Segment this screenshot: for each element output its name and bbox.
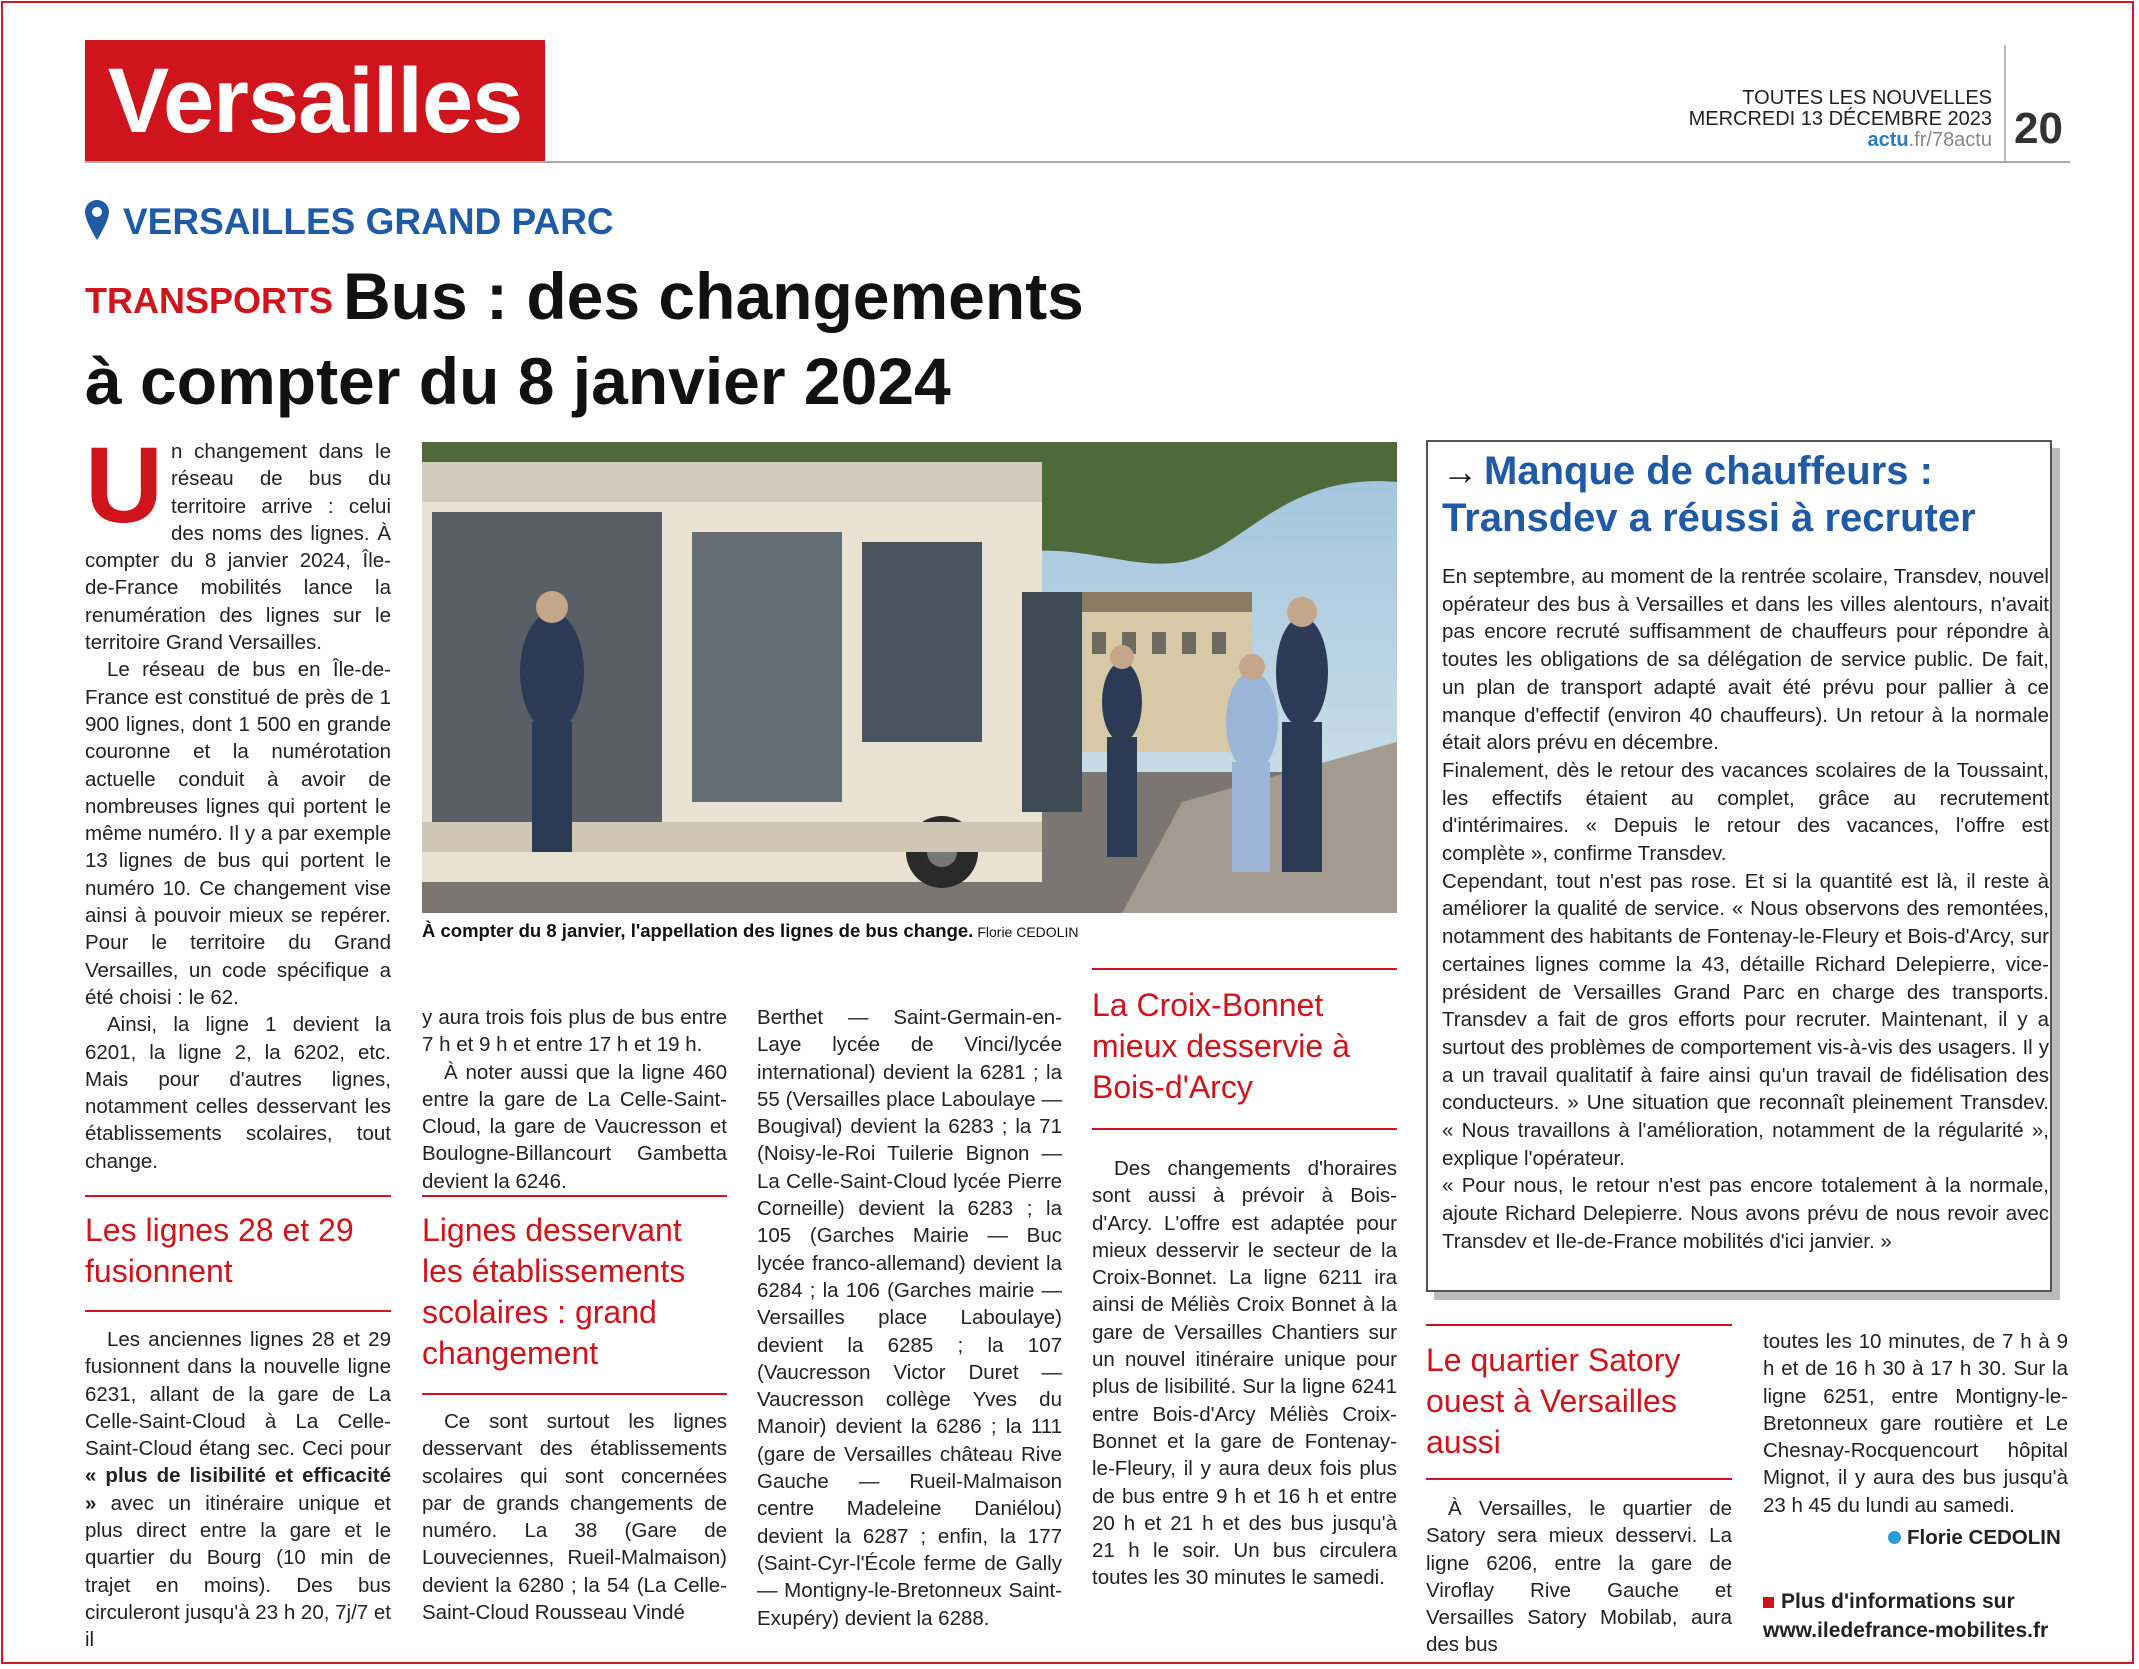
sidebar-title: → Manque de chauffeurs : Transdev a réussi à recruter <box>1442 449 1976 540</box>
photo-caption: À compter du 8 janvier, l'appellation des lignes de bus change. Florie CEDOLIN <box>422 920 1079 941</box>
publication-date: MERCREDI 13 DÉCEMBRE 2023 <box>1688 108 1992 130</box>
article-column-2b: Ce sont surtout les lignes desservant des établissements scolaires qui sont concernées par de grands changements de numéro. La 38 (Gare de Louveciennes, Rueil-Malmaison) devient la 6280 ; la 54 (La Celle-Saint-Cloud Rousseau Vindé <box>422 1410 727 1625</box>
article-headline: TRANSPORTS Bus : des changements à compter du 8 janvier 2024 <box>85 259 1084 418</box>
subhead-rule <box>85 1310 391 1312</box>
info-link[interactable]: www.iledefrance-mobilites.fr <box>1763 1619 2049 1642</box>
subhead-rule <box>422 1393 727 1395</box>
subhead-lines-28-29: Les lignes 28 et 29 fusionnent <box>85 1212 354 1289</box>
bus-photo <box>422 442 1397 913</box>
header-rule <box>85 161 2070 163</box>
publication-info <box>1689 88 1992 151</box>
subhead-rule <box>1092 1128 1397 1130</box>
red-square-icon <box>1763 1597 1774 1608</box>
more-info: Plus d'informations sur www.iledefrance-mobilites.fr <box>1763 1587 2048 1645</box>
location-pin-icon <box>85 200 109 240</box>
subhead-rule <box>1426 1324 1732 1326</box>
subhead-satory: Le quartier Satory ouest à Versailles aussi <box>1426 1342 1681 1460</box>
subhead-school-lines: Lignes desservant les établissements scolaires : grand changement <box>422 1212 686 1371</box>
bullet-dot-icon <box>1888 1531 1901 1544</box>
article-column-3: Berthet — Saint-Germain-en-Laye lycée de Vinci/lycée international) devient la 6281 ; la 55 (Versailles place Laboulaye — Bougival) devient la 6283 ; la 71 (Noisy-le-Roi Tuilerie Bignon — La Celle-Saint-Cloud lycée Pierre Corneille) devient la 6283 ; la 105 (Garches Mairie — Buc lycée franco-allemand) devient la 6284 ; la 106 (Garches mairie — Versailles place Laboulaye) devient la 6285 ; la 107 (Vaucresson Victor Duret — Vaucresson collège Yves du Manoir) devient la 6286 ; la 111 (gare de Versailles château Rive Gauche — Rueil-Malmaison centre Madeleine Daniélou) devient la 6287 ; enfin, la 177 (Saint-Cyr-l'École ferme de Gally — Montigny-le-Bretonneux Saint-Exupéry) devient la 6288. <box>757 1006 1062 1630</box>
header-divider <box>2004 45 2006 163</box>
sidebar-body: En septembre, au moment de la rentrée scolaire, Transdev, nouvel opérateur des bus à Versailles et dans les villes alentours, n'avait pas encore recruté suffisamment de chauffeurs pour répondre à toutes les obligations de sa délégation de service public. De fait, un plan de transport adapté avait été prévu pour pallier à ce manque d'effectif (environ 40 chauffeurs). Un retour à la normale était alors prévu en décembre. Finalement, dès le retour des vacances scolaires de la Toussaint, les effectifs étaient au complet, grâce au recrutement d'intérimaires. « Depuis le retour des vacances, l'offre est complète », confirme Transdev. Cependant, tout n'est pas rose. Et si la quantité est là, il reste à améliorer la qualité de service. « Nous observons des remontées, notamment des habitants de Fontenay-le-Fleury et Bois-d'Arcy, sur certaines lignes comme la 43, détaille Richard Delepierre, vice-président de Versailles Grand Parc en charge des transports. Transdev a fait de gros efforts pour recruter. Maintenant, il y a surtout des problèmes de comportement vis-à-vis des usagers. Il y a un travail qualitatif à faire ainsi qu'un travail de fidélisation des conducteurs. » Une situation que reconnaît pleinement Transdev. « Nous travaillons à l'amélioration, notamment de la régularité », explique l'opérateur. « Pour nous, le retour n'est pas encore totalement à la normale, ajoute Richard Delepierre. Nous avons prévu de nous revoir avec Transdev et Ile-de-France mobilités d'ici janvier. » <box>1442 565 2049 1253</box>
article-column-1: U n changement dans le réseau de bus du territoire arrive : celui des noms des lignes. À compter du 8 janvier 2024, Île-de-France mobilités lance la renumération des lignes sur le territoire Grand Versailles. Le réseau de bus en Île-de-France est constitué de près de 1 900 lignes, dont 1 500 en grande couronne et la numérotation actuelle conduit à avoir de nombreuses lignes qui portent le même numéro. Il y a par exemple 13 lignes de bus qui portent le numéro 10. Ce changement vise ainsi à pouvoir mieux se repérer. Pour le territoire du Grand Versailles, un code spécifique a été choisi : le 62. Ainsi, la ligne 1 devient la 6201, la ligne 2, la 6202, etc. Mais pour d'autres lignes, notamment celles desservant les établissements scolaires, tout change. <box>85 424 391 1173</box>
photo-credit: Florie CEDOLIN <box>977 924 1079 940</box>
page-number: 20 <box>2014 104 2063 153</box>
subhead-rule <box>1092 968 1397 970</box>
publication-name: TOUTES LES NOUVELLES <box>1742 87 1992 109</box>
subhead-rule <box>85 1195 391 1197</box>
article-column-1b: Les anciennes lignes 28 et 29 fusionnent dans la nouvelle ligne 6231, allant de la gare de La Celle-Saint-Cloud à La Celle-Saint-Cloud étang sec. Ceci pour « plus de lisibilité et efficacité » avec un itinéraire unique et plus direct entre la gare et le quartier du Bourg (10 min de trajet en moins). Des bus circuleront jusqu'à 23 h 20, 7j/7 et il <box>85 1328 391 1652</box>
subhead-croix-bonnet: La Croix-Bonnet mieux desservie à Bois-d'Arcy <box>1092 987 1350 1105</box>
article-category: TRANSPORTS <box>85 280 334 321</box>
arrow-right-icon: → <box>1442 451 1478 492</box>
article-column-6: toutes les 10 minutes, de 7 h à 9 h et de 16 h 30 à 17 h 30. Sur la ligne 6251, entre Montigny-le-Bretonneux gare routière et Le Chesnay-Rocquencourt hôpital Mignot, il y aura des bus jusqu'à 23 h 45 du lundi au samedi. <box>1763 1330 2068 1517</box>
drop-cap: U <box>85 424 163 545</box>
article-column-2: y aura trois fois plus de bus entre 7 h et 9 h et entre 17 h et 19 h. À noter aussi que la ligne 460 entre la gare de La Celle-Saint-Cloud, la gare de Vaucresson et Boulogne-Billancourt Gambetta devient la 6246. <box>422 1006 727 1193</box>
section-label: Versailles <box>85 40 545 162</box>
article-column-4: Des changements d'horaires sont aussi à prévoir à Bois-d'Arcy. L'offre est adaptée pour mieux desservir le secteur de la Croix-Bonnet. La ligne 6211 ira ainsi de Méliès Croix Bonnet à la gare de Versailles Chantiers sur un nouvel itinéraire unique pour plus de lisibilité. Sur la ligne 6241 entre Bois-d'Arcy Méliès Croix-Bonnet et la gare de Fontenay-le-Fleury, il y aura deux fois plus de bus entre 9 h et 16 h et entre 20 h et 21 h et des bus jusqu'à 21 h le soir. Un bus circulera toutes les 30 minutes le samedi. <box>1092 1157 1397 1590</box>
site-link[interactable]: actu.fr/78actu <box>1867 129 1992 151</box>
subhead-rule <box>1426 1478 1732 1480</box>
location-kicker: VERSAILLES GRAND PARC <box>85 200 614 243</box>
subhead-rule <box>422 1195 727 1197</box>
author-byline: Florie CEDOLIN <box>1888 1526 2061 1550</box>
article-column-5: À Versailles, le quartier de Satory sera mieux desservi. La ligne 6206, entre la gare de Viroflay Rive Gauche et Versailles Satory Mobilab, aura des bus <box>1426 1497 1732 1657</box>
